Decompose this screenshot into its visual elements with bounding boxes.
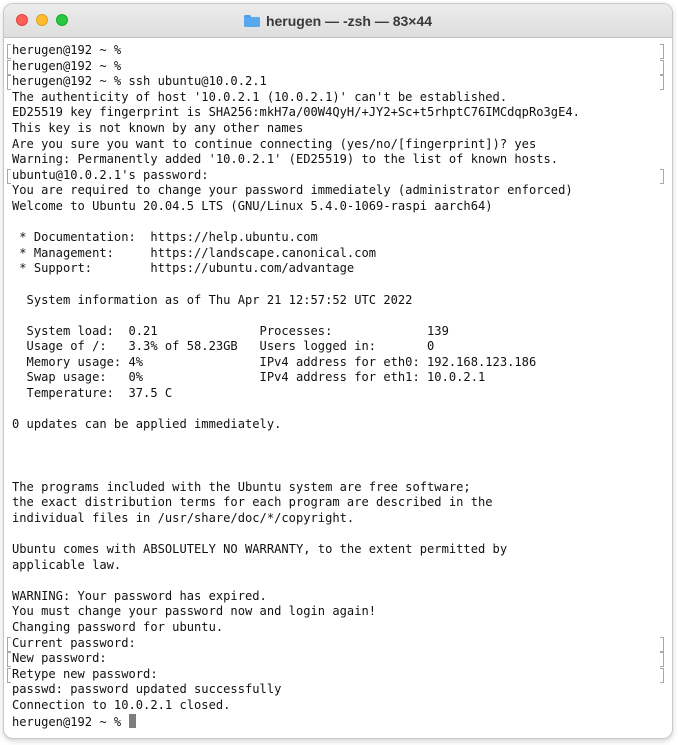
title-bar[interactable] [4,4,672,38]
terminal-window [3,3,673,739]
terminal-output[interactable] [4,38,672,729]
output-line: Are you sure you want to continue connecting (yes/no/[fingerprint])? yes [12,136,537,151]
output-line: applicable law. [12,557,122,572]
output-line: * Support: https://ubuntu.com/advantage [12,261,355,276]
password-prompt-line: ubuntu@10.0.2.1's password: [12,168,664,184]
output-line: * Documentation: https://help.ubuntu.com [12,230,318,245]
output-line: Ubuntu comes with ABSOLUTELY NO WARRANTY, to the extent permitted by [12,542,508,556]
command-line: herugen@192 ~ % ssh ubuntu@10.0.2.1 [12,74,664,90]
prompt-line: herugen@192 ~ % [12,43,664,59]
folder-icon [244,15,260,27]
output-line: Usage of /: 3.3% of 58.23GB Users logged in: 0 [12,339,435,354]
output-line [12,573,664,589]
output-line: System information as of Thu Apr 21 12:57:52 UTC 2022 [12,292,413,307]
output-line [12,526,664,542]
output-line: Welcome to Ubuntu 20.04.5 LTS (GNU/Linux 5.4.0-1069-raspi aarch64) [12,198,493,213]
prompt-text: herugen@192 ~ % [12,714,129,729]
output-line [12,308,664,324]
output-line: ED25519 key fingerprint is SHA256:mkH7a/00W4QyH/+JY2+Sc+t5rhptC76IMCdqpRo3gE4. [12,105,580,120]
output-line: This key is not known by any other names [12,120,304,135]
text-cursor [129,714,136,728]
output-line: The authenticity of host '10.0.2.1 (10.0.2.1)' can't be established. [12,89,508,104]
output-line [12,215,664,231]
output-line: System load: 0.21 Processes: 139 [12,323,449,338]
prompt-line: herugen@192 ~ % [12,59,664,75]
output-line [12,402,664,418]
output-line: Changing password for ubuntu. [12,619,224,634]
output-line: Memory usage: 4% IPv4 address for eth0: 192.168.123.186 [12,354,537,369]
output-line [12,277,664,293]
window-title: herugen — -zsh — 83×44 [265,12,433,29]
output-line [12,433,664,449]
window-title-area [4,4,672,37]
password-prompt-line: Current password: [12,636,664,652]
output-line: The programs included with the Ubuntu system are free software; [12,479,471,494]
output-line: passwd: password updated successfully [12,682,282,697]
output-line: individual files in /usr/share/doc/*/copyright. [12,510,355,525]
output-line: * Management: https://landscape.canonical.com [12,245,377,260]
output-line: Warning: Permanently added '10.0.2.1' (ED25519) to the list of known hosts. [12,152,559,167]
output-line: 0 updates can be applied immediately. [12,417,282,432]
output-line: the exact distribution terms for each program are described in the [12,495,493,510]
output-line [12,464,664,480]
output-line: You are required to change your password immediately (administrator enforced) [12,183,573,198]
output-line: You must change your password now and login again! [12,604,377,619]
output-line: WARNING: Your password has expired. [12,588,267,603]
output-line: Temperature: 37.5 C [12,386,173,401]
password-prompt-line: Retype new password: [12,667,664,683]
output-line [12,448,664,464]
current-prompt-line[interactable] [12,714,664,730]
password-prompt-line: New password: [12,651,664,667]
output-line: Connection to 10.0.2.1 closed. [12,697,231,712]
output-line: Swap usage: 0% IPv4 address for eth1: 10.0.2.1 [12,370,486,385]
